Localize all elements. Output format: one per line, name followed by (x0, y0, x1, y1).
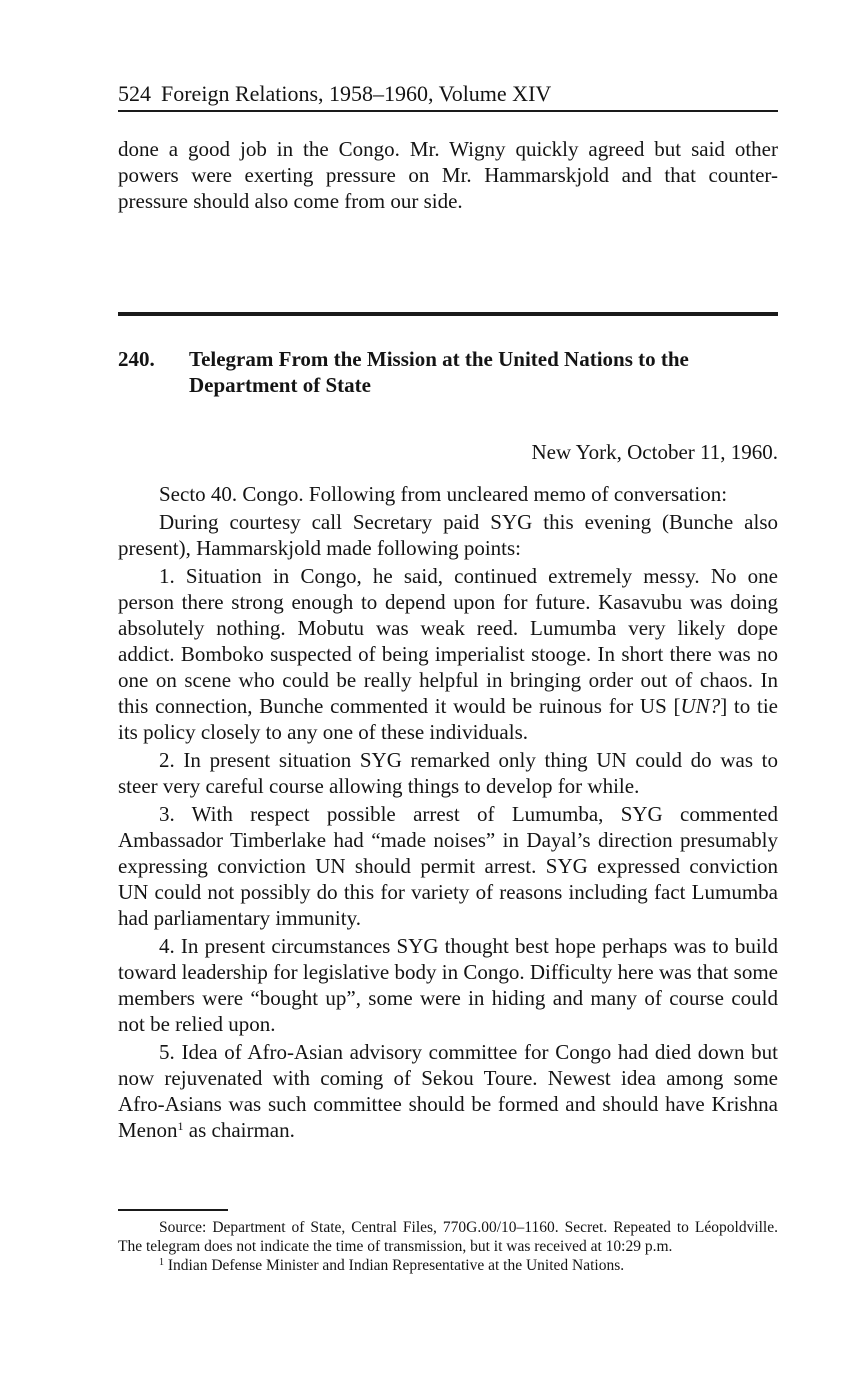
editorial-insertion: UN? (680, 694, 721, 718)
body-paragraph: 2. In present situation SYG remarked only thing UN could do was to steer very careful course allowing things to develop for while. (118, 748, 778, 798)
footnote-rule (118, 1209, 228, 1211)
body-paragraph: 3. With respect possible arrest of Lumumba, SYG commented Ambassador Timberlake had “made noises” in Dayal’s direction presumably expressing conviction UN should permit arrest. SYG expressed conviction UN could not possibly do this for variety of reasons including fact Lumumba had parliamentary immunity. (118, 802, 778, 930)
dateline: New York, October 11, 1960. (531, 440, 778, 464)
body-paragraph (118, 563, 778, 745)
footnote-text: Indian Defense Minister and Indian Representative at the United Nations. (164, 1257, 625, 1274)
carryover-paragraph: done a good job in the Congo. Mr. Wigny quickly agreed but said other powers were exerting pressure on Mr. Hammarskjold and that counter-pressure should also come from our side. (118, 137, 778, 213)
section-divider (118, 312, 778, 316)
running-title: Foreign Relations, 1958–1960, Volume XIV (161, 81, 552, 106)
body-paragraph: Secto 40. Congo. Following from uncleared memo of conversation: (159, 482, 728, 506)
document-title: Telegram From the Mission at the United Nations to the Department of State (189, 347, 689, 397)
document-heading (118, 346, 778, 398)
document-body (118, 481, 778, 1145)
footnote-reference: 1 (177, 1119, 184, 1133)
document-number: 240. (118, 347, 155, 371)
body-paragraph: During courtesy call Secretary paid SYG this evening (Bunche also present), Hammarskjold made following points: (118, 510, 778, 560)
body-paragraph: 4. In present circumstances SYG thought best hope perhaps was to build toward leadership for legislative body in Congo. Difficulty here was that some members were “bought up”, some were in hiding and many of course could not be relied upon. (118, 934, 778, 1036)
source-note: Source: Department of State, Central Files, 770G.00/10–1160. Secret. Repeated to Léopoldville. The telegram does not indicate the time of transmission, but it was received at 10:29 p.m. (118, 1219, 778, 1255)
paragraph-text: 1. Situation in Congo, he said, continued extremely messy. No one person there strong enough to depend upon for future. Kasavubu was doing absolutely nothing. Mobutu was weak reed. Lumumba very likely dope addict. Bomboko suspected of being imperialist stooge. In short there was no one on scene who could be really helpful in bringing order out of chaos. In this connection, Bunche commented it would be ruinous for US [ (118, 564, 778, 718)
paragraph-text-tail: as chairman. (183, 1118, 295, 1142)
running-head (118, 80, 778, 112)
footnote-marker: 1 (159, 1257, 164, 1268)
paragraph-text-tail: ] to tie its policy closely to any one of these individuals. (118, 694, 778, 744)
footnotes (118, 1218, 778, 1275)
body-paragraph (118, 1039, 778, 1143)
page-number: 524 (118, 81, 151, 106)
paragraph-text: 5. Idea of Afro-Asian advisory committee for Congo had died down but now rejuvenated with coming of Sekou Toure. Newest idea among some Afro-Asians was such committee should be formed and should have Krishna Menon (118, 1040, 778, 1142)
footnote-1 (118, 1256, 778, 1275)
